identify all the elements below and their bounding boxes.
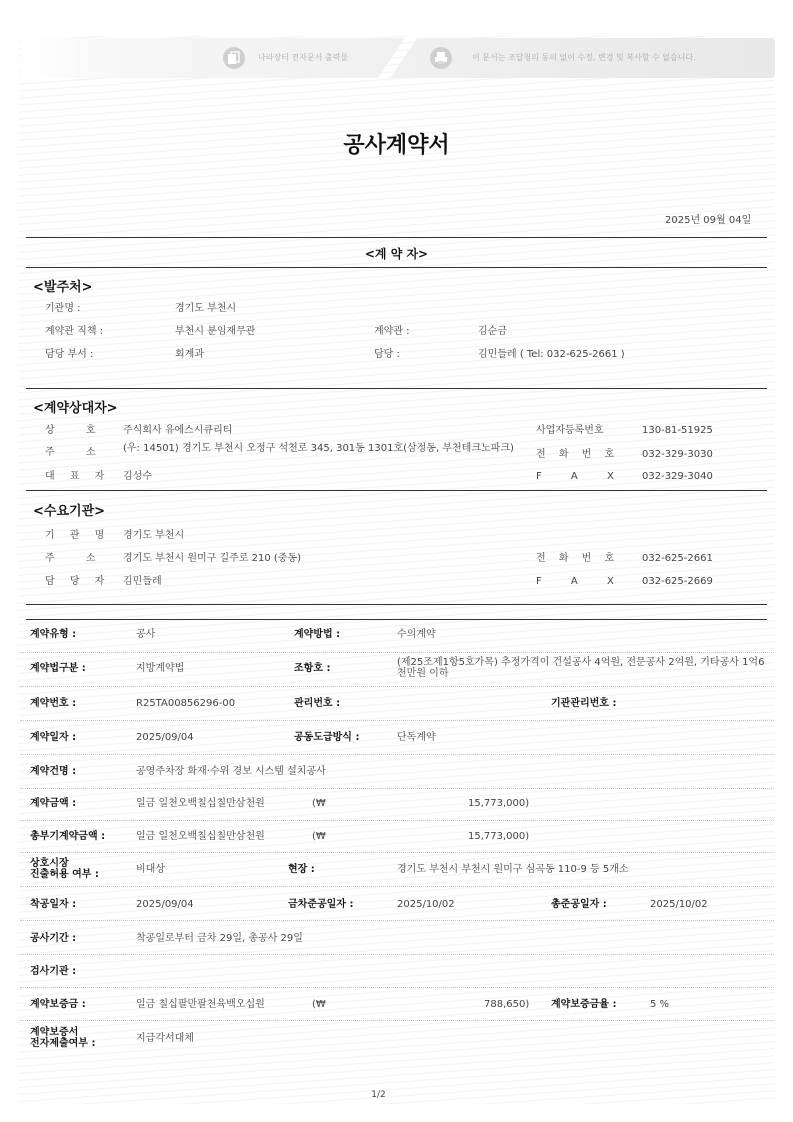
- counterparty-heading: <계약상대자>: [33, 401, 118, 416]
- row-separator: [20, 852, 774, 853]
- counterparty-tel: 032-329-3030: [642, 449, 713, 460]
- divider: [26, 388, 767, 389]
- demand-tel: 032-625-2661: [642, 553, 713, 564]
- counterparty-name-label: 상 호: [45, 425, 110, 436]
- orderer-agency: 경기도 부천시: [175, 303, 237, 314]
- type-label: 계약유형 :: [30, 629, 77, 640]
- joint-value: 단독계약: [397, 732, 436, 743]
- orderer-agency-label: 기관명 :: [45, 303, 81, 314]
- bond-label-line2: 전자제출여부 :: [30, 1038, 96, 1049]
- deposit-words: 일금 칠십팔만팔천육백오십원: [136, 999, 265, 1010]
- divider: [26, 490, 767, 491]
- orderer-officer-title-label: 계약관 직책 :: [45, 326, 104, 337]
- counterparty-rep: 김성수: [123, 471, 152, 482]
- deposit-rate-value: 5 %: [650, 999, 670, 1010]
- amount-words: 일금 일천오백칠십칠만삼천원: [136, 798, 265, 809]
- counterparty-fax-label: F A X: [536, 471, 614, 482]
- inspection-label: 검사기관 :: [30, 966, 77, 977]
- row-separator: [20, 652, 774, 653]
- law-value: 지방계약법: [136, 663, 185, 674]
- row-separator: [20, 820, 774, 821]
- contract-no-label: 계약번호 :: [30, 698, 77, 709]
- header-banner: [20, 38, 775, 78]
- deposit-label: 계약보증금 :: [30, 999, 86, 1010]
- demand-agency-label: 기 관 명: [45, 530, 111, 541]
- row-separator: [20, 720, 774, 721]
- row-separator: [20, 954, 774, 955]
- orderer-manager-label: 담당 :: [374, 349, 400, 360]
- start-date-value: 2025/09/04: [136, 899, 194, 910]
- row-separator: [20, 920, 774, 921]
- clause-label: 조항호 :: [294, 663, 331, 674]
- demand-fax-label: F A X: [536, 576, 614, 587]
- divider: [26, 604, 767, 605]
- mutual-label-line1: 상호시장: [30, 858, 69, 869]
- partial-completion-label: 금차준공일자 :: [288, 899, 354, 910]
- row-separator: [20, 987, 774, 988]
- demand-fax: 032-625-2669: [642, 576, 713, 587]
- bond-value: 지급각서대체: [136, 1033, 194, 1044]
- counterparty-addr-label: 주 소: [45, 447, 110, 458]
- demand-agency: 경기도 부천시: [123, 530, 185, 541]
- counterparty-addr: (우: 14501) 경기도 부천시 오정구 석천로 345, 301동 1301호(삼정동, 부천테크노파크): [123, 443, 514, 454]
- demand-manager: 김민들레: [123, 576, 162, 587]
- page-number: 1/2: [371, 1090, 386, 1100]
- printer-icon: [430, 47, 452, 69]
- clause-value: (제25조제1항5호가목) 추정가격이 건설공사 4억원, 전문공사 2억원, 기타공사 1억6천만원 이하: [397, 657, 765, 679]
- row-separator: [20, 886, 774, 887]
- total-amount-value: 15,773,000): [468, 831, 530, 842]
- joint-label: 공동도급방식 :: [294, 732, 360, 743]
- demand-manager-label: 담 당 자: [45, 576, 111, 587]
- total-amount-currency: (₩: [312, 831, 326, 842]
- orderer-heading: <발주처>: [33, 280, 93, 295]
- deposit-currency: (₩: [312, 999, 326, 1010]
- divider: [26, 237, 767, 238]
- mgmt-no-label: 관리번호 :: [294, 698, 341, 709]
- agency-mgmt-no-label: 기관관리번호 :: [551, 698, 617, 709]
- amount-label: 계약금액 :: [30, 798, 77, 809]
- orderer-officer-title: 부천시 분임재무관: [175, 326, 256, 337]
- row-separator: [20, 686, 774, 687]
- counterparty-tel-label: 전 화 번 호: [536, 449, 620, 460]
- counterparty-rep-label: 대 표 자: [45, 471, 111, 482]
- row-separator: [20, 754, 774, 755]
- banner-left-text: 나라장터 전자문서 출력물: [258, 53, 349, 62]
- law-label: 계약법구분 :: [30, 663, 86, 674]
- orderer-officer: 김순금: [478, 326, 507, 337]
- final-completion-value: 2025/10/02: [650, 899, 708, 910]
- period-label: 공사기간 :: [30, 933, 77, 944]
- total-amount-words: 일금 일천오백칠십칠만삼천원: [136, 831, 265, 842]
- mutual-label-line2: 진출허용 여부 :: [30, 869, 99, 880]
- site-value: 경기도 부천시 부천시 원미구 심곡동 110-9 등 5개소: [397, 864, 629, 875]
- method-label: 계약방법 :: [294, 629, 341, 640]
- contract-date-label: 계약일자 :: [30, 732, 77, 743]
- period-value: 착공일로부터 금차 29일, 총공사 29일: [136, 933, 303, 944]
- contractor-heading: <계 약 자>: [364, 247, 429, 261]
- counterparty-bizno-label: 사업자등록번호: [536, 425, 604, 436]
- row-separator: [20, 1020, 774, 1021]
- amount-currency: (₩: [312, 798, 326, 809]
- counterparty-bizno: 130-81-51925: [642, 425, 713, 436]
- wave-background: [18, 36, 775, 1104]
- orderer-manager: 김민들레 ( Tel: 032-625-2661 ): [478, 349, 625, 360]
- divider: [26, 619, 767, 620]
- orderer-officer-label: 계약관 :: [374, 326, 410, 337]
- bond-label-line1: 계약보증서: [30, 1027, 79, 1038]
- amount-value: 15,773,000): [468, 798, 530, 809]
- site-label: 현장 :: [288, 864, 315, 875]
- type-value: 공사: [136, 629, 156, 640]
- deposit-value: 788,650): [484, 999, 530, 1010]
- mutual-value: 비대상: [136, 864, 165, 875]
- method-value: 수의계약: [397, 629, 436, 640]
- start-date-label: 착공일자 :: [30, 899, 77, 910]
- total-amount-label: 총부기계약금액 :: [30, 831, 106, 842]
- document-copy-icon: [223, 47, 245, 69]
- counterparty-fax: 032-329-3040: [642, 471, 713, 482]
- partial-completion-value: 2025/10/02: [397, 899, 455, 910]
- demand-tel-label: 전 화 번 호: [536, 553, 620, 564]
- orderer-dept: 회계과: [175, 349, 204, 360]
- contract-no-value: R25TA00856296-00: [136, 698, 236, 709]
- divider: [26, 267, 767, 268]
- demand-addr-label: 주 소: [45, 553, 110, 564]
- contract-date-value: 2025/09/04: [136, 732, 194, 743]
- orderer-dept-label: 담당 부서 :: [45, 349, 94, 360]
- demand-addr: 경기도 부천시 원미구 길주로 210 (중동): [123, 553, 302, 564]
- demand-heading: <수요기관>: [33, 504, 106, 519]
- page-title: 공사계약서: [343, 133, 450, 158]
- row-separator: [20, 788, 774, 789]
- counterparty-name: 주식회사 유에스시큐리티: [123, 425, 233, 436]
- final-completion-label: 총준공일자 :: [551, 899, 607, 910]
- banner-right-text: 이 문서는 조달청의 동의 없이 수정, 변경 및 복사할 수 없습니다.: [472, 53, 696, 62]
- contract-name-value: 공영주차장 화재·수위 경보 시스템 설치공사: [136, 766, 326, 777]
- deposit-rate-label: 계약보증금율 :: [551, 999, 617, 1010]
- document-date: 2025년 09월 04일: [665, 215, 752, 226]
- contract-name-label: 계약건명 :: [30, 766, 77, 777]
